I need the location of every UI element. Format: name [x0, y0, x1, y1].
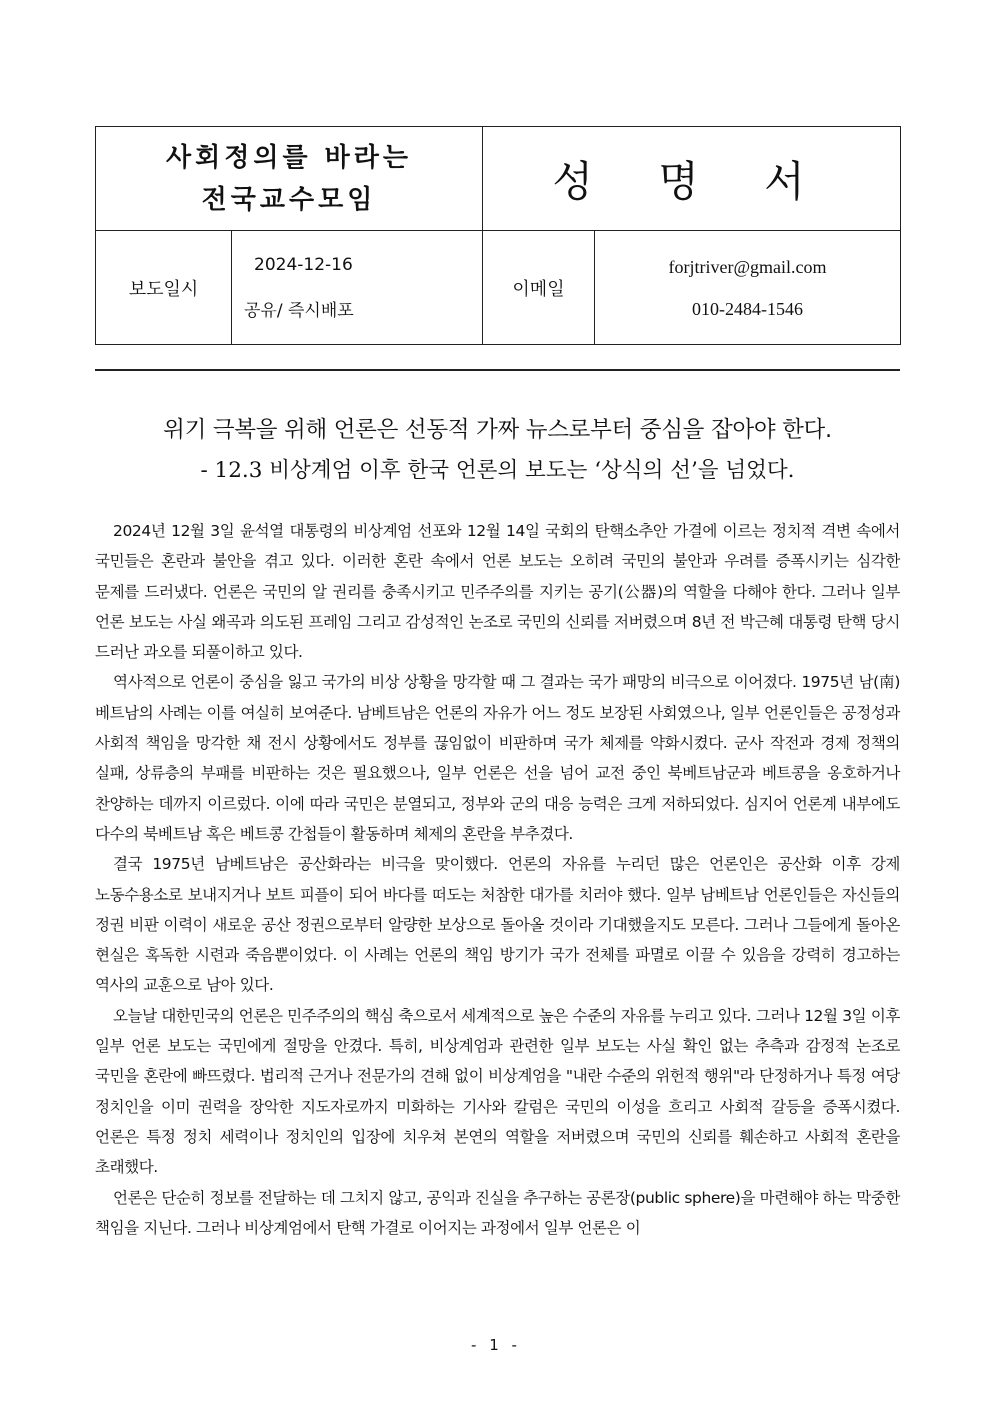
header-table: [95, 126, 901, 345]
paragraph: 역사적으로 언론이 중심을 잃고 국가의 비상 상황을 망각할 때 그 결과는 국가 패망의 비극으로 이어졌다. 1975년 남(南)베트남의 사례는 이를 여실히 보여준다. 남베트남은 언론의 자유가 어느 정도 보장된 사회였으나, 일부 언론인들은 공정성과 사회적 책임을 망각한 채 전시 상황에서도 정부를 끊임없이 비판하며 국가 체제를 약화시켰다. 군사 작전과 경제 정책의 실패, 상류층의 부패를 비판하는 것은 필요했으나, 일부 언론은 선을 넘어 교전 중인 북베트남군과 베트콩을 옹호하거나 찬양하는 데까지 이르렀다. 이에 따라 국민은 분열되고, 정부와 군의 대응 능력은 크게 저하되었다. 심지어 언론계 내부에도 다수의 북베트남 혹은 베트콩 간첩들이 활동하며 체제의 혼란을 부추겼다.: [95, 673, 900, 843]
release-label: 보도일시: [96, 231, 232, 345]
paragraph: 2024년 12월 3일 윤석열 대통령의 비상계엄 선포와 12월 14일 국회의 탄핵소추안 가결에 이르는 정치적 격변 속에서 국민들은 혼란과 불안을 겪고 있다. 이러한 혼란 속에서 언론 보도는 오히려 국민의 불안과 우려를 증폭시키는 심각한 문제를 드러냈다. 언론은 국민의 알 권리를 충족시키고 민주주의를 지키는 공기(公器)의 역할을 다해야 한다. 그러나 일부 언론 보도는 사실 왜곡과 의도된 프레임 그리고 감성적인 논조로 국민의 신뢰를 저버렸으며 8년 전 박근혜 대통령 탄핵 당시 드러난 과오를 되풀이하고 있다.: [95, 522, 900, 662]
email-address[interactable]: forjtriver@gmail.com: [668, 256, 827, 277]
headline-sub: - 12.3 비상계엄 이후 한국 언론의 보도는 ‘상식의 선’을 넘었다.: [200, 458, 795, 483]
page-number: - 1 -: [471, 1336, 521, 1354]
paragraph: 오늘날 대한민국의 언론은 민주주의의 핵심 축으로서 세계적으로 높은 수준의 자유를 누리고 있다. 그러나 12월 3일 이후 일부 언론 보도는 국민에게 절망을 안겼다. 특히, 비상계엄과 관련한 일부 보도는 사실 확인 없는 추측과 감정적 논조로 국민을 혼란에 빠뜨렸다. 법리적 근거나 전문가의 견해 없이 비상계엄을 "내란 수준의 위헌적 행위"라 단정하거나 특정 여당 정치인을 이미 권력을 장악한 지도자로까지 미화하는 기사와 칼럼은 국민의 이성을 흐리고 사회적 갈등을 증폭시켰다. 언론은 특정 정치 세력이나 정치인의 입장에 치우쳐 본연의 역할을 저버렸으며 국민의 신뢰를 훼손하고 사회적 혼란을 초래했다.: [95, 1006, 900, 1177]
headline-main: 위기 극복을 위해 언론은 선동적 가짜 뉴스로부터 중심을 잡아야 한다.: [163, 417, 832, 443]
contact-info: [595, 231, 901, 345]
statement-body: [95, 516, 900, 1243]
release-note: 공유/ 즉시배포: [244, 300, 354, 321]
organization-name-line2: 전국교수모임: [201, 184, 377, 215]
document-title: 성 명 서: [483, 127, 901, 231]
phone-number: 010-2484-1546: [692, 298, 804, 319]
release-info: [232, 231, 483, 345]
paragraph: 결국 1975년 남베트남은 공산화라는 비극을 맞이했다. 언론의 자유를 누리던 많은 언론인은 공산화 이후 강제 노동수용소로 보내지거나 보트 피플이 되어 바다를 떠도는 처참한 대가를 치러야 했다. 일부 남베트남 언론인들은 자신들의 정권 비판 이력이 새로운 공산 정권으로부터 알량한 보상으로 돌아올 것이라 기대했을지도 모른다. 그러나 그들에게 돌아온 현실은 혹독한 시련과 죽음뿐이었다. 이 사례는 언론의 책임 방기가 국가 전체를 파멸로 이끌 수 있음을 강력히 경고하는 역사의 교훈으로 남아 있다.: [95, 855, 900, 995]
paragraph: 언론은 단순히 정보를 전달하는 데 그치지 않고, 공익과 진실을 추구하는 공론장(public sphere)을 마련해야 하는 막중한 책임을 지닌다. 그러나 비상계엄에서 탄핵 가결로 이어지는 과정에서 일부 언론은 이: [95, 1188, 900, 1237]
organization-name: [96, 127, 483, 231]
release-date: 2024-12-16: [254, 254, 353, 275]
organization-name-line1: 사회정의를 바라는: [166, 142, 412, 173]
divider-rule: [95, 369, 900, 371]
email-label: 이메일: [483, 231, 595, 345]
